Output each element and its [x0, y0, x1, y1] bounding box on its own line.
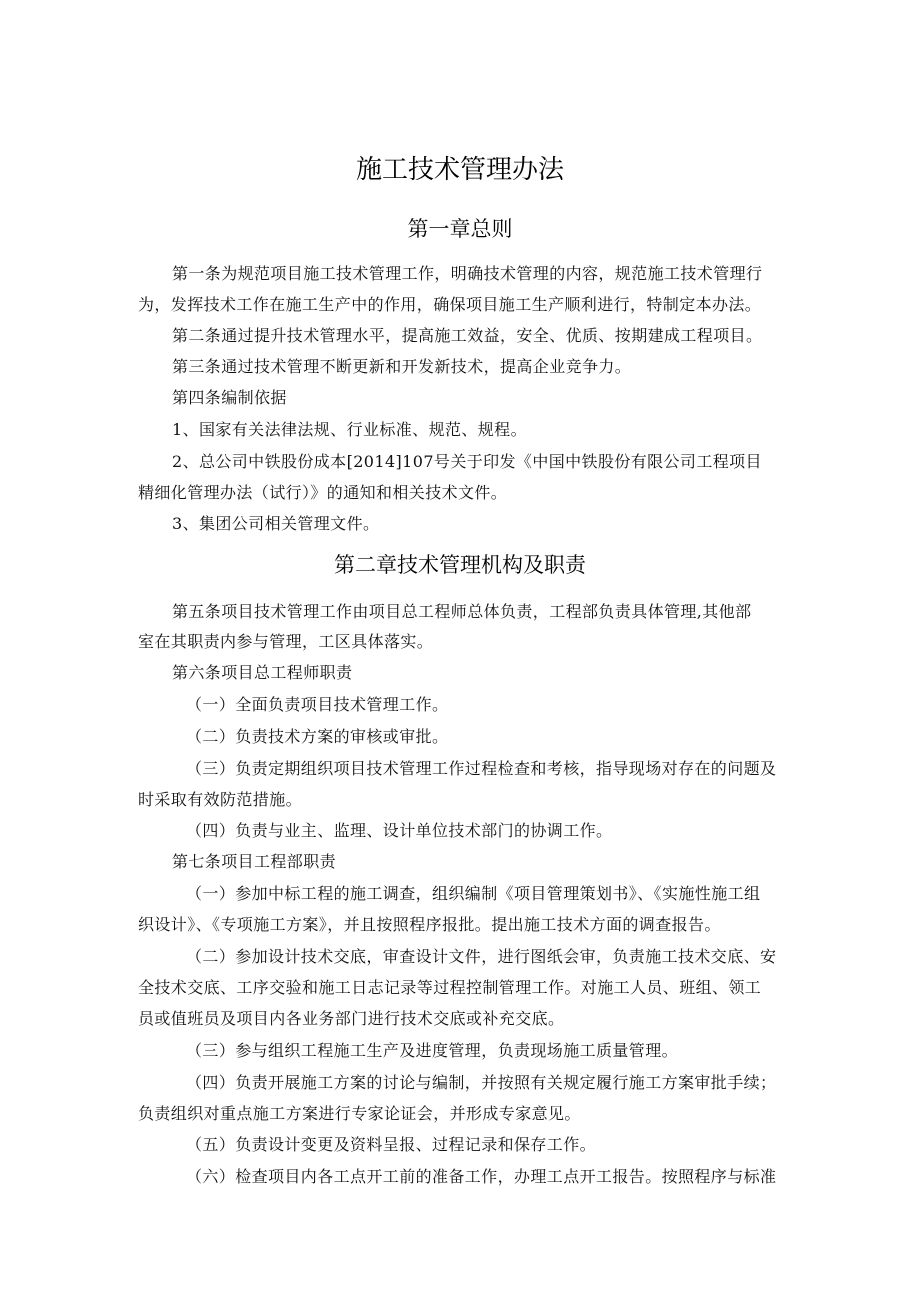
- chapter-2-heading: 第二章技术管理机构及职责: [334, 553, 586, 577]
- paragraph-line: 时采取有效防范措施。: [138, 790, 303, 809]
- document-title: 施工技术管理办法: [355, 155, 564, 185]
- paragraph-line: （六）检查项目内各工点开工前的准备工作，办理工点开工报告。按照程序与标准: [186, 1167, 777, 1186]
- paragraph-line: （二）参加设计技术交底，审查设计文件，进行图纸会审，负责施工技术交底、安: [186, 947, 777, 966]
- paragraph-line: 第七条项目工程部职责: [172, 852, 337, 871]
- paragraph-line: （二）负责技术方案的审核或审批。: [186, 727, 449, 746]
- paragraph-line: 室在其职责内参与管理，工区具体落实。: [138, 632, 434, 651]
- paragraph-line: 第六条项目总工程师职责: [172, 663, 353, 682]
- paragraph-line: 第四条编制依据: [172, 388, 287, 407]
- paragraph-line: 为，发挥技术工作在施工生产中的作用，确保项目施工生产顺利进行，特制定本办法。: [138, 295, 762, 314]
- paragraph-line: 第一条为规范项目施工技术管理工作，明确技术管理的内容，规范施工技术管理行: [172, 264, 763, 283]
- paragraph-line: （四）负责开展施工方案的讨论与编制，并按照有关规定履行施工方案审批手续；: [186, 1073, 777, 1092]
- paragraph-line: （四）负责与业主、监理、设计单位技术部门的协调工作。: [186, 821, 613, 840]
- paragraph-line: （三）负责定期组织项目技术管理工作过程检查和考核，指导现场对存在的问题及: [186, 759, 777, 778]
- paragraph-line: 第二条通过提升技术管理水平，提高施工效益，安全、优质、按期建成工程项目。: [172, 326, 763, 345]
- chapter-1-heading: 第一章总则: [407, 217, 513, 241]
- paragraph-line: 2、总公司中铁股份成本[2014]107号关于印发《中国中铁股份有限公司工程项目: [172, 452, 762, 471]
- paragraph-line: 全技术交底、工序交验和施工日志记录等过程控制管理工作。对施工人员、班组、领工: [138, 978, 762, 997]
- paragraph-line: 负责组织对重点施工方案进行专家论证会，并形成专家意见。: [138, 1104, 581, 1123]
- paragraph-line: （一）全面负责项目技术管理工作。: [186, 695, 449, 714]
- paragraph-line: （三）参与组织工程施工生产及进度管理，负责现场施工质量管理。: [186, 1041, 679, 1060]
- paragraph-line: （一）参加中标工程的施工调查，组织编制《项目管理策划书》、《实施性施工组: [186, 884, 761, 903]
- paragraph-line: 第三条通过技术管理不断更新和开发新技术，提高企业竞争力。: [172, 357, 632, 376]
- paragraph-line: （五）负责设计变更及资料呈报、过程记录和保存工作。: [186, 1135, 597, 1154]
- paragraph-line: 1、国家有关法律法规、行业标准、规范、规程。: [172, 420, 527, 439]
- paragraph-line: 员或值班员及项目内各业务部门进行技术交底或补充交底。: [138, 1009, 565, 1028]
- paragraph-line: 第五条项目技术管理工作由项目总工程师总体负责，工程部负责具体管理,其他部: [172, 602, 752, 621]
- paragraph-line: 3、集团公司相关管理文件。: [172, 514, 380, 533]
- paragraph-line: 精细化管理办法（试行）》的通知和相关技术文件。: [138, 483, 508, 502]
- paragraph-line: 织设计》、《专项施工方案》，并且按照程序报批。提出施工技术方面的调查报告。: [138, 915, 721, 934]
